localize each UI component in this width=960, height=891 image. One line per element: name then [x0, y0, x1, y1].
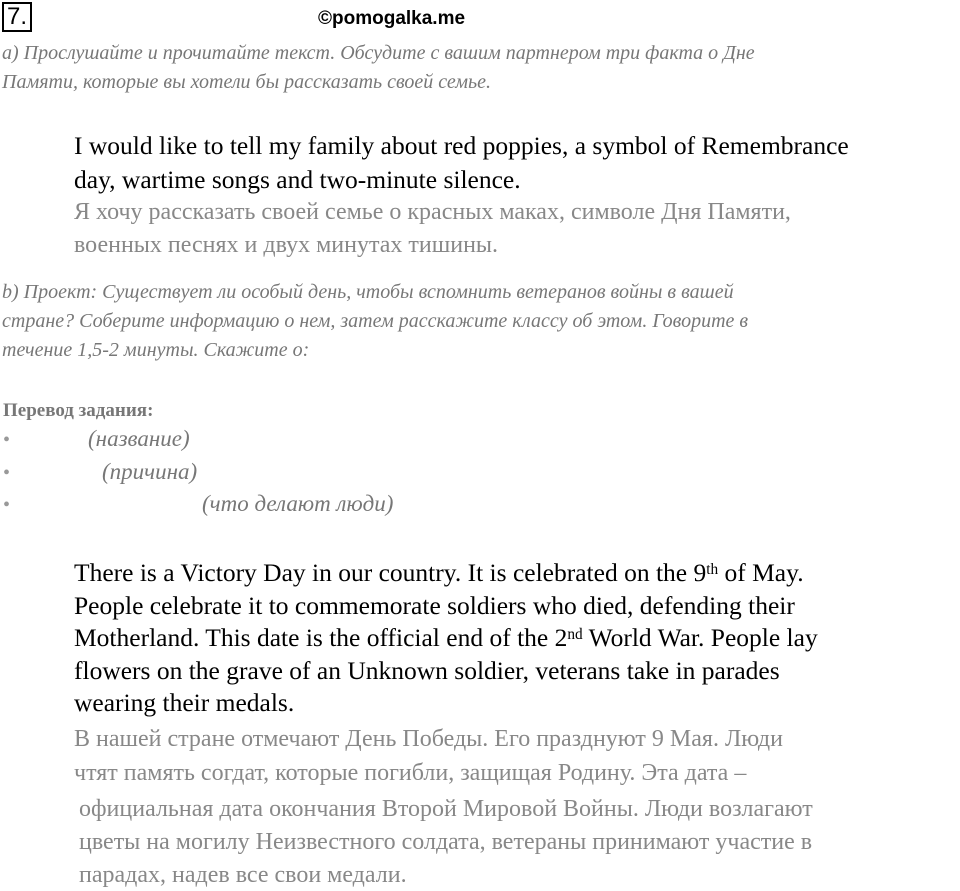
answer-b-line-1 [74, 558, 804, 588]
task-b-line-3: течение 1,5-2 минуты. Скажите о: [2, 339, 310, 361]
task-b-line-1: b) Проект: Существует ли особый день, чтобы вспомнить ветеранов войны в вашей [2, 281, 734, 303]
task-translation-heading: Перевод задания: [3, 400, 154, 421]
answer-a-line-2: day, wartime songs and two-minute silence. [74, 165, 521, 194]
bullet-marker: • [3, 494, 11, 516]
answer-b-line-3 [74, 623, 818, 653]
bullet-item-reason: (причина) [102, 459, 198, 484]
bullet-marker: • [3, 429, 11, 451]
answer-b-line-3-text: Motherland. This date is the official end of the 2 [74, 623, 568, 652]
task-a-line-1: a) Прослушайте и прочитайте текст. Обсудите с вашим партнером три факта о Дне [2, 42, 755, 64]
bullet-item-what-people-do: (что делают люди) [202, 491, 394, 516]
answer-b-line-1-text: There is a Victory Day in our country. It is celebrated on the 9 [74, 558, 707, 587]
bullet-item-name: (название) [88, 426, 190, 451]
answer-b-line-3-end: World War. People lay [582, 623, 818, 652]
translation-b-line-1: В нашей стране отмечают День Победы. Его празднуют 9 Мая. Люди [74, 726, 783, 752]
bullet-marker: • [3, 462, 11, 484]
answer-b-line-2: People celebrate it to commemorate soldiers who died, defending their [74, 591, 795, 620]
answer-b-line-1-end: of May. [718, 558, 804, 587]
task-b-line-2: стране? Соберите информацию о нем, затем расскажите классу об этом. Говорите в [2, 310, 749, 332]
translation-b-line-3: официальная дата окончания Второй Мировой Войны. Люди возлагают [79, 796, 813, 822]
answer-b-line-4: flowers on the grave of an Unknown soldier, veterans take in parades [74, 656, 780, 685]
exercise-number: 7. [2, 2, 32, 32]
task-a-line-2: Памяти, которые вы хотели бы рассказать своей семье. [2, 71, 492, 93]
translation-b-line-5: парадах, надев все свои медали. [79, 862, 407, 888]
answer-b-line-5: wearing their medals. [74, 688, 295, 717]
watermark: ©pomogalka.me [318, 8, 466, 29]
ordinal-suffix: th [706, 561, 719, 579]
translation-a-line-2: военных песнях и двух минутах тишины. [74, 232, 499, 258]
translation-b-line-2: чтят память согдат, которые погибли, защищая Родину. Эта дата – [74, 760, 747, 786]
ordinal-suffix: nd [567, 626, 583, 644]
translation-a-line-1: Я хочу рассказать своей семье о красных маках, символе Дня Памяти, [74, 199, 791, 225]
answer-a-line-1: I would like to tell my family about red poppies, a symbol of Remembrance [74, 131, 849, 160]
translation-b-line-4: цветы на могилу Неизвестного солдата, ветераны принимают участие в [79, 829, 813, 855]
